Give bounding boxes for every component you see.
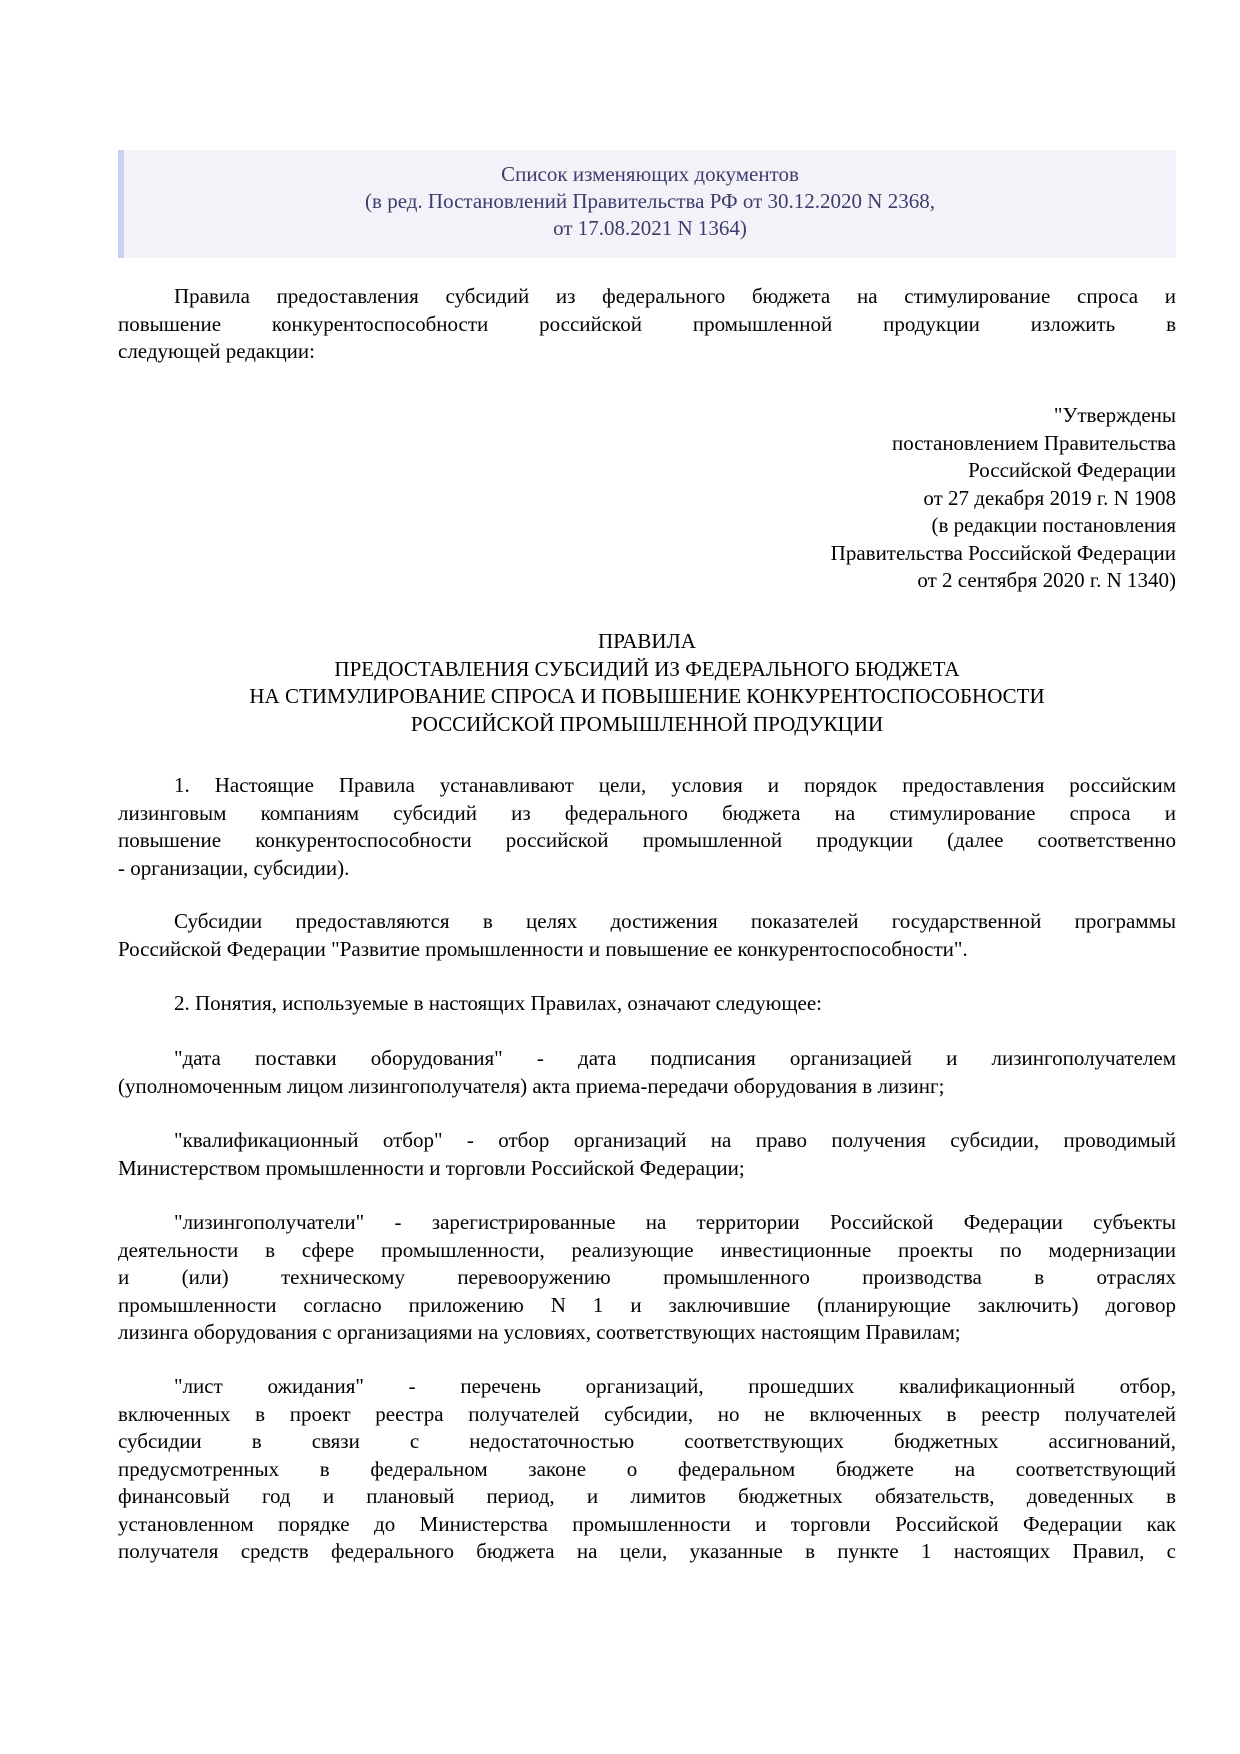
text-line: 2. Понятия, используемые в настоящих Правилах, означают следующее:	[174, 991, 822, 1015]
text-line: получателя средств федерального бюджета на цели, указанные в пункте 1 настоящих Правил, с	[118, 1539, 1176, 1563]
amending-documents-box	[118, 150, 1176, 258]
definition-waitlist	[118, 1373, 1176, 1566]
title-line: ПРАВИЛА	[598, 629, 696, 653]
amending-documents-heading: Список изменяющих документов	[501, 162, 799, 186]
text-line: - организации, субсидии).	[118, 855, 350, 880]
title-line: ПРЕДОСТАВЛЕНИЯ СУБСИДИЙ ИЗ ФЕДЕРАЛЬНОГО БЮДЖЕТА	[334, 656, 960, 681]
text-line: деятельности в сфере промышленности, реализующие инвестиционные проекты по модернизации	[118, 1237, 1176, 1262]
text-line: Субсидии предоставляются в целях достижения показателей государственной программы	[174, 909, 1176, 933]
text-line: субсидии в связи с недостаточностью соответствующих бюджетных ассигнований,	[118, 1429, 1176, 1453]
text-line: повышение конкурентоспособности российской промышленной продукции изложить в	[118, 311, 1176, 336]
text-line: лизинговым компаниям субсидий из федерального бюджета на стимулирование спроса и	[118, 800, 1176, 825]
text-line: предусмотренных в федеральном законе о федеральном бюджете на соответствующий	[118, 1456, 1176, 1481]
approval-line: Правительства Российской Федерации	[830, 540, 1176, 565]
paragraph-1	[118, 772, 1176, 882]
text-line: финансовый год и плановый период, и лимитов бюджетных обязательств, доведенных в	[118, 1484, 1176, 1508]
text-line: установленном порядке до Министерства промышленности и торговли Российской Федерации как	[118, 1511, 1176, 1536]
text-line: включенных в проект реестра получателей субсидии, но не включенных в реестр получателей	[118, 1401, 1176, 1426]
text-line: лизинга оборудования с организациями на условиях, соответствующих настоящим Правилам;	[118, 1320, 961, 1344]
approval-stamp	[831, 402, 1176, 595]
paragraph-2	[118, 990, 1176, 1018]
approval-line: постановлением Правительства	[891, 430, 1176, 455]
text-line: и (или) техническому перевооружению промышленного производства в отраслях	[118, 1265, 1176, 1289]
amending-documents-line: от 17.08.2021 N 1364)	[553, 216, 747, 240]
text-line: "квалификационный отбор" - отбор организаций на право получения субсидии, проводимый	[174, 1128, 1176, 1152]
paragraph-1-goals	[118, 908, 1176, 963]
approval-line: от 2 сентября 2020 г. N 1340)	[917, 568, 1176, 592]
definition-qualification-selection	[118, 1127, 1176, 1182]
approval-line: (в редакции постановления	[931, 513, 1176, 537]
text-line: "лизингополучатели" - зарегистрированные на территории Российской Федерации субъекты	[174, 1210, 1176, 1234]
text-line: 1. Настоящие Правила устанавливают цели, условия и порядок предоставления российским	[174, 773, 1176, 797]
text-line: повышение конкурентоспособности российской промышленной продукции (далее соответственно	[118, 828, 1176, 852]
text-line: Российской Федерации "Развитие промышленности и повышение ее конкурентоспособности".	[118, 936, 968, 961]
title-line: РОССИЙСКОЙ ПРОМЫШЛЕННОЙ ПРОДУКЦИИ	[410, 711, 884, 736]
document-title	[118, 628, 1176, 738]
approval-line: "Утверждены	[1053, 403, 1176, 427]
text-line: "дата поставки оборудования" - дата подписания организацией и лизингополучателем	[174, 1046, 1176, 1070]
amending-documents-line: (в ред. Постановлений Правительства РФ от 30.12.2020 N 2368,	[365, 189, 935, 213]
definition-lessees	[118, 1209, 1176, 1347]
intro-paragraph	[118, 283, 1176, 366]
text-line: следующей редакции:	[118, 339, 315, 363]
text-line: "лист ожидания" - перечень организаций, прошедших квалификационный отбор,	[174, 1374, 1176, 1398]
approval-line: от 27 декабря 2019 г. N 1908	[923, 485, 1176, 510]
approval-line: Российской Федерации	[968, 458, 1176, 482]
text-line: Министерством промышленности и торговли Российской Федерации;	[118, 1155, 745, 1180]
text-line: (уполномоченным лицом лизингополучателя) акта приема-передачи оборудования в лизинг;	[118, 1073, 945, 1098]
definition-delivery-date	[118, 1045, 1176, 1100]
text-line: Правила предоставления субсидий из федерального бюджета на стимулирование спроса и	[174, 284, 1176, 308]
title-line: НА СТИМУЛИРОВАНИЕ СПРОСА И ПОВЫШЕНИЕ КОНКУРЕНТОСПОСОБНОСТИ	[249, 684, 1045, 708]
text-line: промышленности согласно приложению N 1 и заключившие (планирующие заключить) договор	[118, 1292, 1176, 1317]
